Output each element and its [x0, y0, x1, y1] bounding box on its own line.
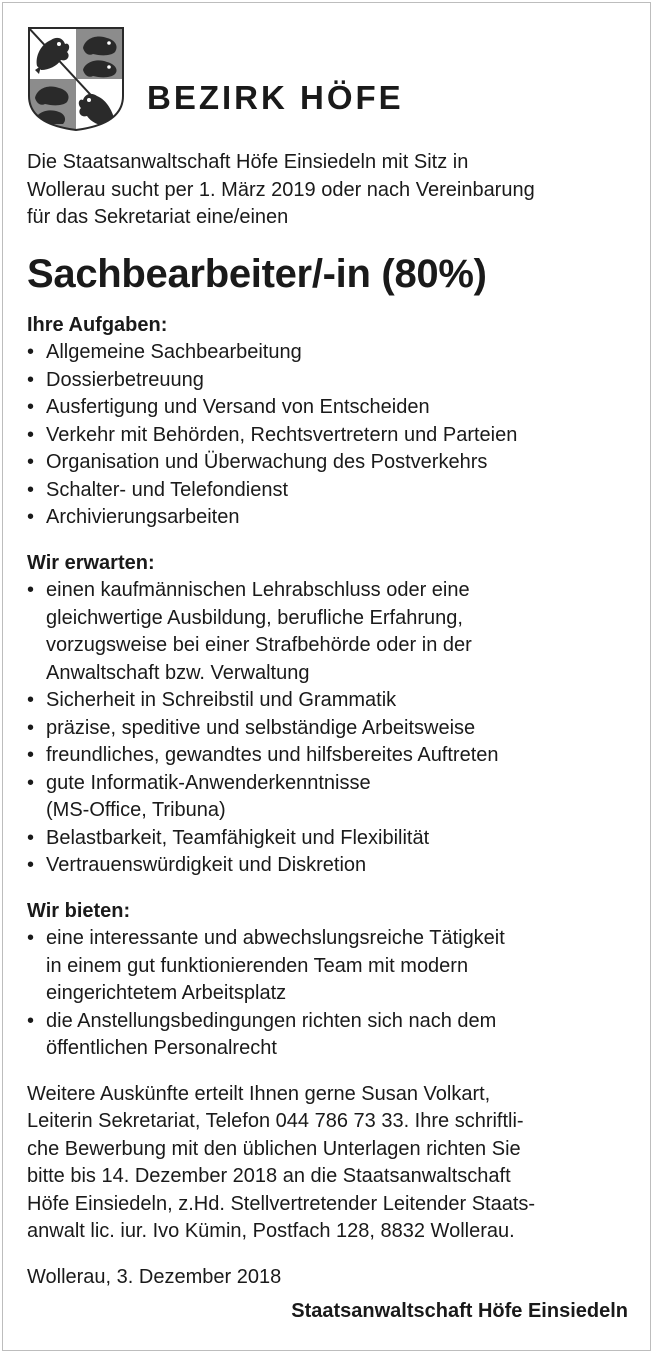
- bullet-icon: •: [27, 854, 35, 876]
- list-item: [27, 825, 627, 853]
- list-item: [27, 394, 627, 422]
- list-item-line: eine interessante und abwechslungsreiche Tätigkeit: [46, 927, 505, 949]
- list-item: [27, 852, 627, 880]
- list-item-line: die Anstellungsbedingungen richten sich nach dem: [46, 1009, 497, 1032]
- list-item-line: öffentlichen Personalrecht: [46, 1037, 277, 1059]
- list-item: [27, 687, 627, 715]
- list-item-text: Allgemeine Sachbearbeitung: [46, 341, 302, 363]
- list-item-line: (MS-Office, Tribuna): [46, 799, 226, 821]
- list-item: [27, 577, 627, 687]
- bullet-icon: •: [27, 771, 35, 794]
- list-item-line: vorzugsweise bei einer Strafbehörde oder in der: [46, 634, 472, 656]
- offer-heading: Wir bieten:: [27, 899, 131, 922]
- intro-line: für das Sekretariat eine/einen: [27, 206, 289, 228]
- contact-line: Leiterin Sekretariat, Telefon 044 786 73 33. Ihre schriftli-: [27, 1110, 524, 1132]
- signature: Staatsanwaltschaft Höfe Einsiedeln: [291, 1300, 628, 1322]
- bullet-icon: •: [27, 506, 35, 528]
- list-item: [27, 715, 627, 743]
- contact-line: bitte bis 14. Dezember 2018 an die Staatsanwaltschaft: [27, 1165, 511, 1187]
- list-item-line: gleichwertige Ausbildung, berufliche Erfahrung,: [46, 606, 463, 629]
- expectations-heading: Wir erwarten:: [27, 551, 155, 574]
- coat-of-arms-icon: [27, 26, 125, 132]
- intro-line: Die Staatsanwaltschaft Höfe Einsiedeln mit Sitz in: [27, 151, 469, 173]
- bullet-icon: •: [27, 451, 35, 473]
- bullet-icon: •: [27, 341, 35, 363]
- bullet-icon: •: [27, 826, 35, 849]
- list-item: [27, 770, 627, 825]
- list-item: [27, 422, 627, 450]
- bullet-icon: •: [27, 396, 35, 418]
- offer-list: [27, 925, 627, 1063]
- list-item-line: Vertrauenswürdigkeit und Diskretion: [46, 854, 367, 876]
- bullet-icon: •: [27, 689, 35, 711]
- intro-line: Wollerau sucht per 1. März 2019 oder nach Vereinbarung: [27, 178, 535, 201]
- list-item-line: Belastbarkeit, Teamfähigkeit und Flexibilität: [46, 826, 430, 849]
- list-item-text: Ausfertigung und Versand von Entscheiden: [46, 396, 430, 418]
- list-item-line: in einem gut funktionierenden Team mit modern: [46, 954, 469, 977]
- list-item-line: gute Informatik-Anwenderkenntnisse: [46, 771, 371, 794]
- list-item-line: präzise, speditive und selbständige Arbeitsweise: [46, 716, 476, 739]
- list-item-line: freundliches, gewandtes und hilfsbereites Auftreten: [46, 744, 499, 766]
- list-item: [27, 449, 627, 477]
- list-item-line: Sicherheit in Schreibstil und Grammatik: [46, 689, 397, 711]
- tasks-heading: Ihre Aufgaben:: [27, 313, 168, 336]
- list-item-line: eingerichtetem Arbeitsplatz: [46, 982, 287, 1004]
- list-item: [27, 339, 627, 367]
- list-item: [27, 367, 627, 395]
- organization-name: BEZIRK HÖFE: [147, 79, 404, 116]
- list-item: [27, 477, 627, 505]
- header: [27, 26, 447, 136]
- contact-line: anwalt lic. iur. Ivo Kümin, Postfach 128, 8832 Wollerau.: [27, 1220, 515, 1242]
- list-item-text: Dossierbetreuung: [46, 368, 204, 391]
- list-item: [27, 925, 627, 1008]
- contact-paragraph: [27, 1081, 627, 1246]
- list-item: [27, 742, 627, 770]
- tasks-list: [27, 339, 627, 532]
- list-item-line: Anwaltschaft bzw. Verwaltung: [46, 661, 310, 684]
- job-posting: [27, 149, 627, 1291]
- bullet-icon: •: [27, 1009, 35, 1032]
- contact-line: che Bewerbung mit den üblichen Unterlagen richten Sie: [27, 1137, 521, 1160]
- bullet-icon: •: [27, 423, 35, 446]
- contact-line: Weitere Auskünfte erteilt Ihnen gerne Susan Volkart,: [27, 1082, 491, 1105]
- place-date: Wollerau, 3. Dezember 2018: [27, 1265, 282, 1288]
- bullet-icon: •: [27, 716, 35, 739]
- list-item: [27, 504, 627, 532]
- list-item-text: Schalter- und Telefondienst: [46, 478, 289, 501]
- list-item-text: Organisation und Überwachung des Postverkehrs: [46, 451, 488, 473]
- list-item-line: einen kaufmännischen Lehrabschluss oder eine: [46, 579, 470, 601]
- list-item-text: Verkehr mit Behörden, Rechtsvertretern und Parteien: [46, 423, 518, 446]
- contact-line: Höfe Einsiedeln, z.Hd. Stellvertretender Leitender Staats-: [27, 1192, 536, 1215]
- bullet-icon: •: [27, 478, 35, 501]
- intro-paragraph: [27, 149, 627, 232]
- job-title: Sachbearbeiter/-in (80%): [27, 251, 487, 296]
- bullet-icon: •: [27, 579, 35, 601]
- bullet-icon: •: [27, 744, 35, 766]
- bullet-icon: •: [27, 368, 35, 391]
- expectations-list: [27, 577, 627, 880]
- list-item: [27, 1008, 627, 1063]
- bullet-icon: •: [27, 927, 35, 949]
- list-item-text: Archivierungsarbeiten: [46, 506, 240, 528]
